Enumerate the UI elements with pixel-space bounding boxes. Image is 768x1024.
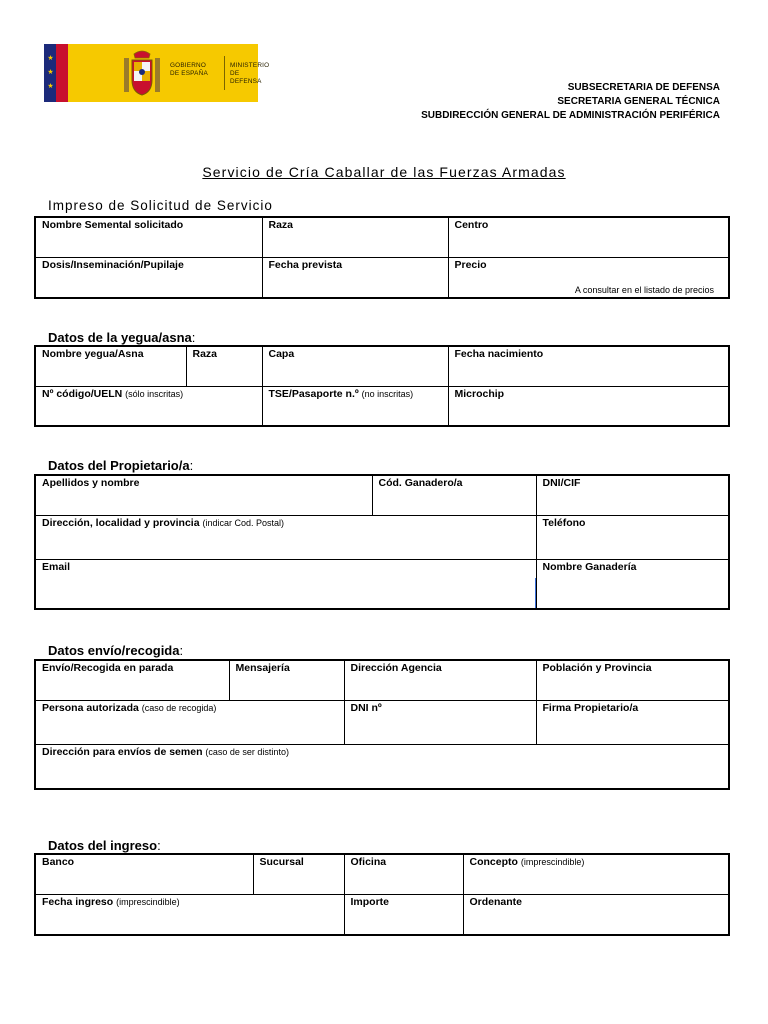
- ingreso-table: [34, 853, 730, 936]
- section-title-envio: Datos envío/recogida:: [48, 643, 184, 658]
- coat-of-arms-icon: [120, 48, 164, 98]
- label-microchip: Microchip: [448, 386, 729, 400]
- label-direccion-envios: Dirección para envíos de semen (caso de ser distinto): [35, 744, 729, 758]
- section-title-propietario: Datos del Propietario/a:: [48, 458, 194, 473]
- label-direccion: Dirección, localidad y provincia (indicar Cod. Postal): [35, 515, 536, 529]
- label-firma: Firma Propietario/a: [536, 700, 729, 714]
- field-nombre-yegua[interactable]: [35, 360, 186, 386]
- precio-note: A consultar en el listado de precios: [574, 285, 714, 295]
- logo-ministerio-text: MINISTERIO DE DEFENSA: [230, 62, 270, 85]
- field-dosis[interactable]: [35, 271, 262, 298]
- field-persona-autorizada[interactable]: [35, 714, 344, 744]
- yegua-table: [34, 345, 730, 427]
- field-envio-parada[interactable]: [35, 674, 229, 700]
- org-line-3: SUBDIRECCIÓN GENERAL DE ADMINISTRACIÓN PERIFÉRICA: [421, 110, 720, 121]
- field-importe[interactable]: [344, 908, 463, 935]
- label-importe: Importe: [344, 894, 463, 908]
- label-codigo-ueln: Nº código/UELN (sólo inscritas): [35, 386, 262, 400]
- field-fecha-prevista[interactable]: [262, 271, 448, 298]
- field-dni-envio[interactable]: [344, 714, 536, 744]
- field-direccion[interactable]: [35, 529, 536, 559]
- label-fecha-ingreso: Fecha ingreso (imprescindible): [35, 894, 344, 908]
- field-microchip[interactable]: [448, 400, 729, 426]
- field-poblacion[interactable]: [536, 674, 729, 700]
- label-nombre-yegua: Nombre yegua/Asna: [35, 346, 186, 360]
- field-banco[interactable]: [35, 868, 253, 894]
- field-capa[interactable]: [262, 360, 448, 386]
- field-precio[interactable]: [448, 271, 729, 298]
- envio-table: [34, 659, 730, 790]
- label-fecha-prevista: Fecha prevista: [262, 257, 448, 271]
- label-cod-ganadero: Cód. Ganadero/a: [372, 475, 536, 489]
- label-envio-parada: Envío/Recogida en parada: [35, 660, 229, 674]
- text-cursor: [535, 578, 536, 608]
- field-apellidos[interactable]: [35, 489, 372, 515]
- field-sucursal[interactable]: [253, 868, 344, 894]
- label-dni-envio: DNI nº: [344, 700, 536, 714]
- logo-divider: [224, 56, 225, 90]
- field-mensajeria[interactable]: [229, 674, 344, 700]
- document-title: Servicio de Cría Caballar de las Fuerzas Armadas: [202, 164, 566, 180]
- field-tse-pasaporte[interactable]: [262, 400, 448, 426]
- field-cod-ganadero[interactable]: [372, 489, 536, 515]
- label-mensajeria: Mensajería: [229, 660, 344, 674]
- field-codigo-ueln[interactable]: [35, 400, 262, 426]
- label-ordenante: Ordenante: [463, 894, 729, 908]
- field-nombre-semental[interactable]: [35, 231, 262, 257]
- label-persona-autorizada: Persona autorizada (caso de recogida): [35, 700, 344, 714]
- label-direccion-agencia: Dirección Agencia: [344, 660, 536, 674]
- label-raza-yegua: Raza: [186, 346, 262, 360]
- section-title-ingreso: Datos del ingreso:: [48, 838, 161, 853]
- field-oficina[interactable]: [344, 868, 463, 894]
- field-telefono[interactable]: [536, 529, 729, 559]
- field-centro[interactable]: [448, 231, 729, 257]
- field-concepto[interactable]: [463, 868, 729, 894]
- field-nombre-ganaderia[interactable]: [536, 573, 729, 609]
- label-capa: Capa: [262, 346, 448, 360]
- label-tse-pasaporte: TSE/Pasaporte n.º (no inscritas): [262, 386, 448, 400]
- label-fecha-nacimiento: Fecha nacimiento: [448, 346, 729, 360]
- flag-red-band: [56, 44, 68, 102]
- label-dosis: Dosis/Inseminación/Pupilaje: [35, 257, 262, 271]
- section-title-yegua: Datos de la yegua/asna:: [48, 330, 196, 345]
- field-ordenante[interactable]: [463, 908, 729, 935]
- label-oficina: Oficina: [344, 854, 463, 868]
- field-fecha-nacimiento[interactable]: [448, 360, 729, 386]
- label-centro: Centro: [448, 217, 729, 231]
- label-nombre-semental: Nombre Semental solicitado: [35, 217, 262, 231]
- label-sucursal: Sucursal: [253, 854, 344, 868]
- field-email[interactable]: [35, 573, 536, 609]
- label-apellidos: Apellidos y nombre: [35, 475, 372, 489]
- field-direccion-envios[interactable]: [35, 758, 729, 789]
- logo-gobierno-text: GOBIERNO DE ESPAÑA: [170, 62, 208, 77]
- document-subtitle: Impreso de Solicitud de Servicio: [48, 198, 273, 213]
- field-firma[interactable]: [536, 714, 729, 744]
- eu-stars-icon: ★ ★ ★: [47, 55, 54, 90]
- label-email: Email: [35, 559, 536, 573]
- propietario-table: [34, 474, 730, 610]
- label-banco: Banco: [35, 854, 253, 868]
- servicio-table: [34, 216, 730, 299]
- label-raza: Raza: [262, 217, 448, 231]
- org-line-2: SECRETARIA GENERAL TÉCNICA: [557, 96, 720, 107]
- field-raza[interactable]: [262, 231, 448, 257]
- org-header: [421, 81, 720, 123]
- field-direccion-agencia[interactable]: [344, 674, 536, 700]
- field-dni-cif[interactable]: [536, 489, 729, 515]
- org-line-1: SUBSECRETARIA DE DEFENSA: [567, 82, 720, 93]
- label-dni-cif: DNI/CIF: [536, 475, 729, 489]
- field-raza-yegua[interactable]: [186, 360, 262, 386]
- field-fecha-ingreso[interactable]: [35, 908, 344, 935]
- label-poblacion: Población y Provincia: [536, 660, 729, 674]
- label-concepto: Concepto (imprescindible): [463, 854, 729, 868]
- gobierno-logo: [44, 44, 270, 102]
- label-precio: Precio: [448, 257, 729, 271]
- label-telefono: Teléfono: [536, 515, 729, 529]
- label-nombre-ganaderia: Nombre Ganadería: [536, 559, 729, 573]
